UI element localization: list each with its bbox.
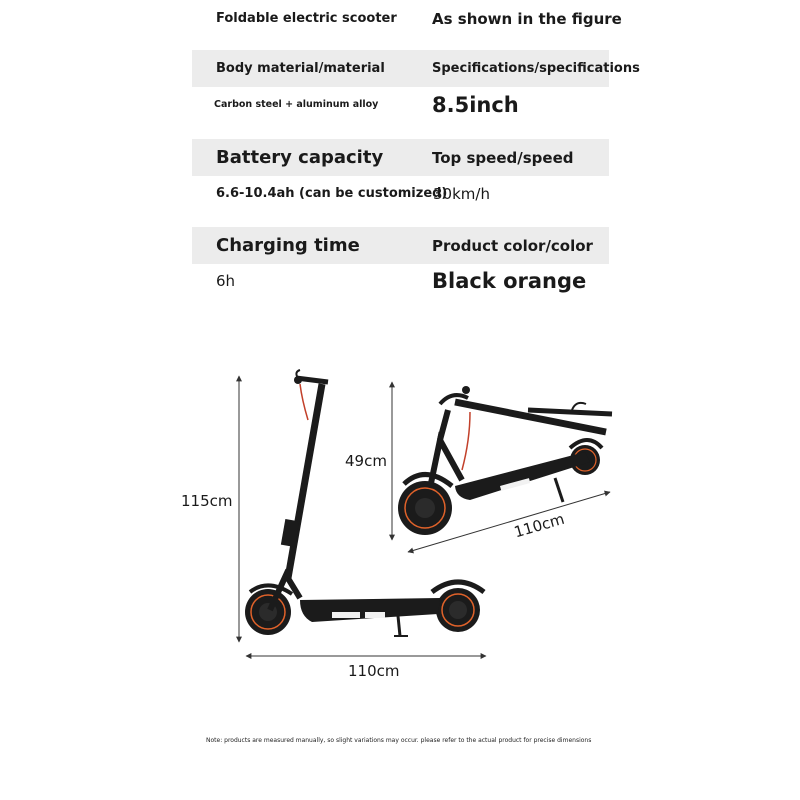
folded-length-label: 110cm [512, 509, 567, 542]
charging-value: 6h [216, 271, 236, 290]
folded-deck [455, 452, 590, 500]
folded-height-label: 49cm [345, 452, 387, 470]
material-label: Body material/material [216, 61, 385, 76]
color-value: Black orange [432, 268, 587, 293]
product-name: Foldable electric scooter [216, 11, 397, 26]
folded-stem [455, 402, 606, 432]
folded-scooter [398, 386, 612, 535]
stem [288, 384, 322, 578]
speed-value: 30km/h [433, 184, 490, 203]
material-value: Carbon steel + aluminum alloy [214, 99, 379, 110]
specification-value: 8.5inch [432, 92, 519, 117]
specification-label: Specifications/specifications [432, 61, 640, 76]
charging-label: Charging time [216, 235, 360, 256]
battery-value: 6.6-10.4ah (can be customized) [216, 186, 448, 201]
measurement-note: Note: products are measured manually, so slight variations may occur. please refer to the actual product for precise dimensions [206, 737, 592, 744]
deck [300, 598, 440, 622]
product-name-value: As shown in the figure [432, 9, 622, 28]
battery-label: Battery capacity [216, 147, 384, 168]
unfolded-height-label: 115cm [181, 492, 233, 510]
speed-label: Top speed/speed [432, 148, 574, 167]
unfolded-length-label: 110cm [348, 662, 400, 680]
color-label: Product color/color [432, 236, 593, 255]
